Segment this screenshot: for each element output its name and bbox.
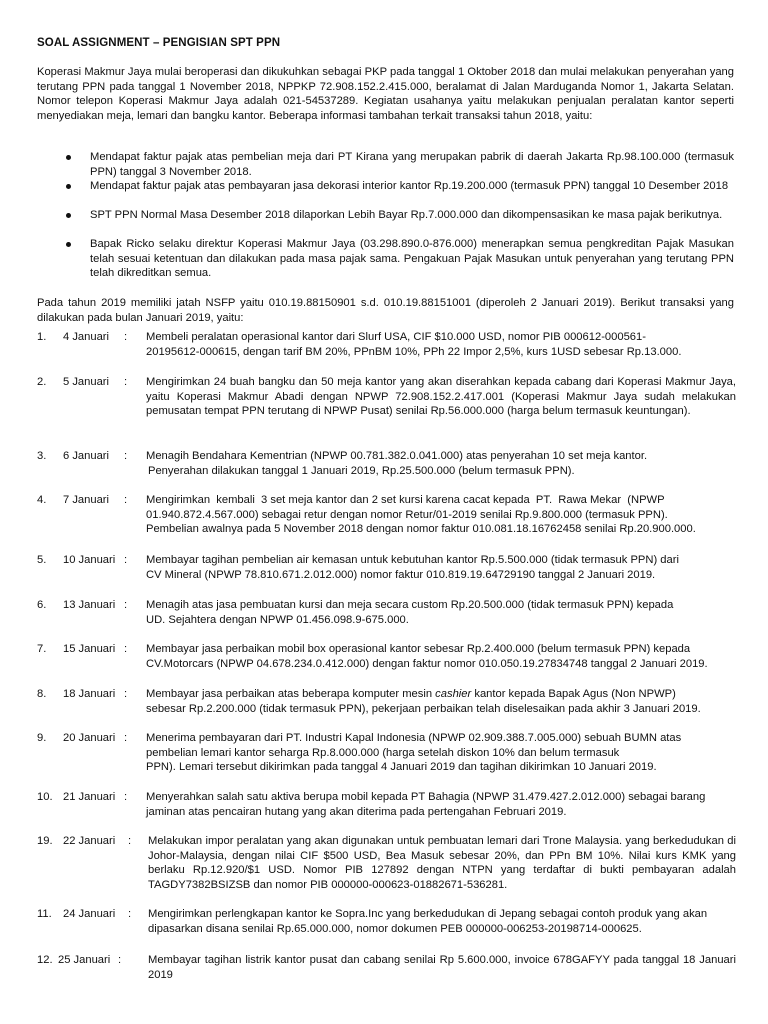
item-date: 4 Januari bbox=[63, 331, 110, 343]
item-line: dipasarkan disana senilai Rp.65.000.000, nomor dokumen PEB 000000-006253-20198714-000625. bbox=[148, 922, 642, 935]
item-line: Membayar jasa perbaikan mobil box operasional kantor sebesar Rp.2.400.000 (belum termasuk PPN) kepada bbox=[146, 643, 691, 655]
item-date: 13 Januari bbox=[63, 599, 116, 611]
item-date: 22 Januari bbox=[63, 835, 116, 847]
item-date: 18 Januari bbox=[63, 688, 116, 700]
item-colon: : bbox=[128, 835, 132, 847]
item-number: 12. bbox=[37, 954, 53, 966]
item-line: Mengirimkan perlengkapan kantor ke Sopra.Inc yang berkedudukan di Jepang sebagai contoh produk yang akan bbox=[148, 908, 708, 920]
item-line: CV Mineral (NPWP 78.810.671.2.012.000) nomor faktur 010.819.19.64729190 tanggal 2 Januari 2019. bbox=[146, 568, 656, 581]
item-date: 10 Januari bbox=[63, 554, 116, 566]
bullet-icon bbox=[66, 242, 71, 247]
item-description: Melakukan impor peralatan yang akan digunakan untuk pembuatan lemari dari Trone Malaysia. yang berkedudukan di Johor-Malaysia, dengan nilai CIF $500 USD, Bea Masuk sebesar 20%, dan PPn BM 10%. Nilai kurs KMK yang berlaku Rp.12.920/$1 USD. Nomor PIB 127892 dengan NTPN yang terdaftar di bukti pembayaran adalah TAGDY7382BSIZSB dan nomor PIB 000000-000623-01882671-536281. bbox=[148, 835, 736, 891]
item-line: Penyerahan dilakukan tanggal 1 Januari 2019, Rp.25.500.000 (belum termasuk PPN). bbox=[148, 464, 575, 477]
item-line-text: Membayar jasa perbaikan atas beberapa komputer mesin bbox=[146, 688, 436, 700]
item-description bbox=[146, 790, 736, 819]
item-line: Mengirimkan kembali 3 set meja kantor dan 2 set kursi karena cacat kepada PT. Rawa Mekar (NPWP bbox=[146, 494, 665, 506]
item-colon: : bbox=[118, 954, 122, 966]
item-description bbox=[148, 907, 736, 936]
item-description bbox=[146, 642, 736, 671]
item-description: Mengirimkan 24 buah bangku dan 50 meja kantor yang akan diserahkan kepada cabang dari Koperasi Makmur Jaya, yaitu Koperasi Makmur Abadi dengan NPWP 72.908.152.2.417.001 (Koperasi Makmur Jaya sudah melakukan pemusatan tempat PPN terutang di NPWP Pusat) senilai Rp.56.000.000 (harga belum termasuk keuntungan). bbox=[146, 376, 736, 417]
bullet-text: Bapak Ricko selaku direktur Koperasi Makmur Jaya (03.298.890.0-876.000) menerapkan semua pengkreditan Pajak Masukan telah sesuai ketentuan dan dilakukan pada masa pajak sama. Pengakuan Pajak Masukan untuk penyerahan yang terutang PPN telah dikreditkan semua. bbox=[90, 238, 734, 279]
item-line: UD. Sejahtera dengan NPWP 01.456.098.9-675.000. bbox=[146, 613, 409, 626]
item-number: 10. bbox=[37, 791, 53, 803]
item-line: pembelian lemari kantor seharga Rp.8.000.000 (harga setelah diskon 10% dan belum termasuk bbox=[146, 746, 620, 759]
item-number: 19. bbox=[37, 835, 53, 847]
item-date: 25 Januari bbox=[58, 954, 111, 966]
bullet-text: Mendapat faktur pajak atas pembelian meja dari PT Kirana yang merupakan pabrik di daerah Jakarta Rp.98.100.000 (termasuk PPN) tanggal 3 November 2018. bbox=[90, 151, 734, 178]
item-date: 24 Januari bbox=[63, 908, 116, 920]
item-date: 7 Januari bbox=[63, 494, 110, 506]
item-date: 20 Januari bbox=[63, 732, 116, 744]
item-description bbox=[146, 330, 736, 359]
item-line: PPN). Lemari tersebut dikirimkan pada tanggal 4 Januari 2019 dan tagihan dikirimkan 10 Januari 2019. bbox=[146, 761, 657, 773]
item-number: 8. bbox=[37, 688, 47, 700]
item-line-text: kantor kepada Bapak Agus (Non NPWP) bbox=[471, 688, 676, 700]
bullet-icon bbox=[66, 184, 71, 189]
bullet-icon bbox=[66, 213, 71, 218]
item-description bbox=[146, 553, 736, 582]
item-description bbox=[146, 449, 736, 478]
bullet-icon bbox=[66, 155, 71, 160]
item-number: 1. bbox=[37, 331, 47, 343]
item-colon: : bbox=[124, 376, 128, 388]
item-colon: : bbox=[124, 450, 128, 462]
item-line: Membayar tagihan pembelian air kemasan untuk kebutuhan kantor Rp.5.500.000 (tidak termasuk PPN) dari bbox=[146, 554, 679, 566]
item-line: jaminan atas pencairan hutang yang akan diterima pada pertengahan Februari 2019. bbox=[146, 805, 567, 818]
item-colon: : bbox=[124, 643, 128, 655]
transactions-intro-paragraph: Pada tahun 2019 memiliki jatah NSFP yaitu 010.19.88150901 s.d. 010.19.88151001 (diperoleh 2 Januari 2019). Berikut transaksi yang dilakukan pada bulan Januari 2019, yaitu: bbox=[37, 297, 734, 324]
item-description bbox=[146, 687, 736, 716]
item-date: 15 Januari bbox=[63, 643, 116, 655]
item-description: Membayar tagihan listrik kantor pusat dan cabang senilai Rp 5.600.000, invoice 678GAFYY pada tanggal 18 Januari 2019 bbox=[148, 954, 736, 981]
italic-term: cashier bbox=[435, 688, 472, 700]
item-colon: : bbox=[124, 791, 128, 803]
item-description bbox=[146, 493, 736, 537]
document-title: SOAL ASSIGNMENT – PENGISIAN SPT PPN bbox=[37, 37, 281, 49]
item-date: 21 Januari bbox=[63, 791, 116, 803]
item-line: Menagih atas jasa pembuatan kursi dan meja secara custom Rp.20.500.000 (tidak termasuk PPN) kepada bbox=[146, 599, 674, 611]
item-colon: : bbox=[124, 331, 128, 343]
bullet-text: SPT PPN Normal Masa Desember 2018 dilaporkan Lebih Bayar Rp.7.000.000 dan dikompensasikan ke masa pajak berikutnya. bbox=[90, 209, 723, 221]
item-line: Menerima pembayaran dari PT. Industri Kapal Indonesia (NPWP 02.909.388.7.005.000) sebuah BUMN atas bbox=[146, 732, 682, 744]
item-number: 11. bbox=[37, 908, 52, 920]
item-line: Pembelian awalnya pada 5 November 2018 dengan nomor faktur 010.081.18.16762458 senilai Rp.20.900.000. bbox=[146, 523, 696, 535]
item-line bbox=[146, 687, 736, 702]
item-line: 01.940.872.4.567.000) sebagai retur dengan nomor Retur/01-2019 senilai Rp.9.800.000 (termasuk PPN). bbox=[146, 508, 668, 521]
item-line: Menagih Bendahara Kementrian (NPWP 00.781.382.0.041.000) atas penyerahan 10 set meja kantor. bbox=[146, 450, 648, 462]
item-line: CV.Motorcars (NPWP 04.678.234.0.412.000) dengan faktur nomor 010.050.19.27834748 tanggal 2 Januari 2019. bbox=[146, 657, 708, 670]
item-colon: : bbox=[124, 494, 128, 506]
item-number: 2. bbox=[37, 376, 47, 388]
item-number: 3. bbox=[37, 450, 47, 462]
item-line: 20195612-000615, dengan tarif BM 20%, PPnBM 10%, PPh 22 Impor 2,5%, kurs 1USD sebesar Rp.13.000. bbox=[146, 345, 682, 358]
bullet-text: Mendapat faktur pajak atas pembayaran jasa dekorasi interior kantor Rp.19.200.000 (termasuk PPN) tanggal 10 Desember 2018 bbox=[90, 180, 729, 192]
item-colon: : bbox=[128, 908, 132, 920]
item-number: 9. bbox=[37, 732, 47, 744]
item-colon: : bbox=[124, 688, 128, 700]
item-line: Menyerahkan salah satu aktiva berupa mobil kepada PT Bahagia (NPWP 31.479.427.2.012.000) sebagai barang bbox=[146, 791, 706, 803]
item-date: 5 Januari bbox=[63, 376, 110, 388]
item-number: 4. bbox=[37, 494, 47, 506]
item-description bbox=[146, 598, 736, 627]
item-colon: : bbox=[124, 732, 128, 744]
item-line: sebesar Rp.2.200.000 (tidak termasuk PPN), pekerjaan perbaikan telah diselesaikan pada akhir 3 Januari 2019. bbox=[146, 702, 701, 715]
item-number: 6. bbox=[37, 599, 47, 611]
item-colon: : bbox=[124, 599, 128, 611]
item-number: 5. bbox=[37, 554, 47, 566]
item-description bbox=[146, 731, 736, 775]
item-number: 7. bbox=[37, 643, 47, 655]
item-colon: : bbox=[124, 554, 128, 566]
intro-paragraph: Koperasi Makmur Jaya mulai beroperasi dan dikukuhkan sebagai PKP pada tanggal 1 Oktober 2018 dan mulai melakukan penyerahan yang terutang PPN pada tanggal 1 November 2018, NPPKP 72.908.152.2.415.000, beralamat di Jalan Marduganda Nomor 1, Jakarta Selatan. Nomor telepon Koperasi Makmur Jaya adalah 021-54537289. Kegiatan usahanya yaitu melakukan penjualan peralatan kantor seperti menyediakan meja, lemari dan bangku kantor. Beberapa informasi tambahan terkait transaksi tahun 2018, yaitu: bbox=[37, 66, 734, 122]
item-date: 6 Januari bbox=[63, 450, 110, 462]
item-line: Membeli peralatan operasional kantor dari Slurf USA, CIF $10.000 USD, nomor PIB 000612-000561- bbox=[146, 331, 646, 343]
